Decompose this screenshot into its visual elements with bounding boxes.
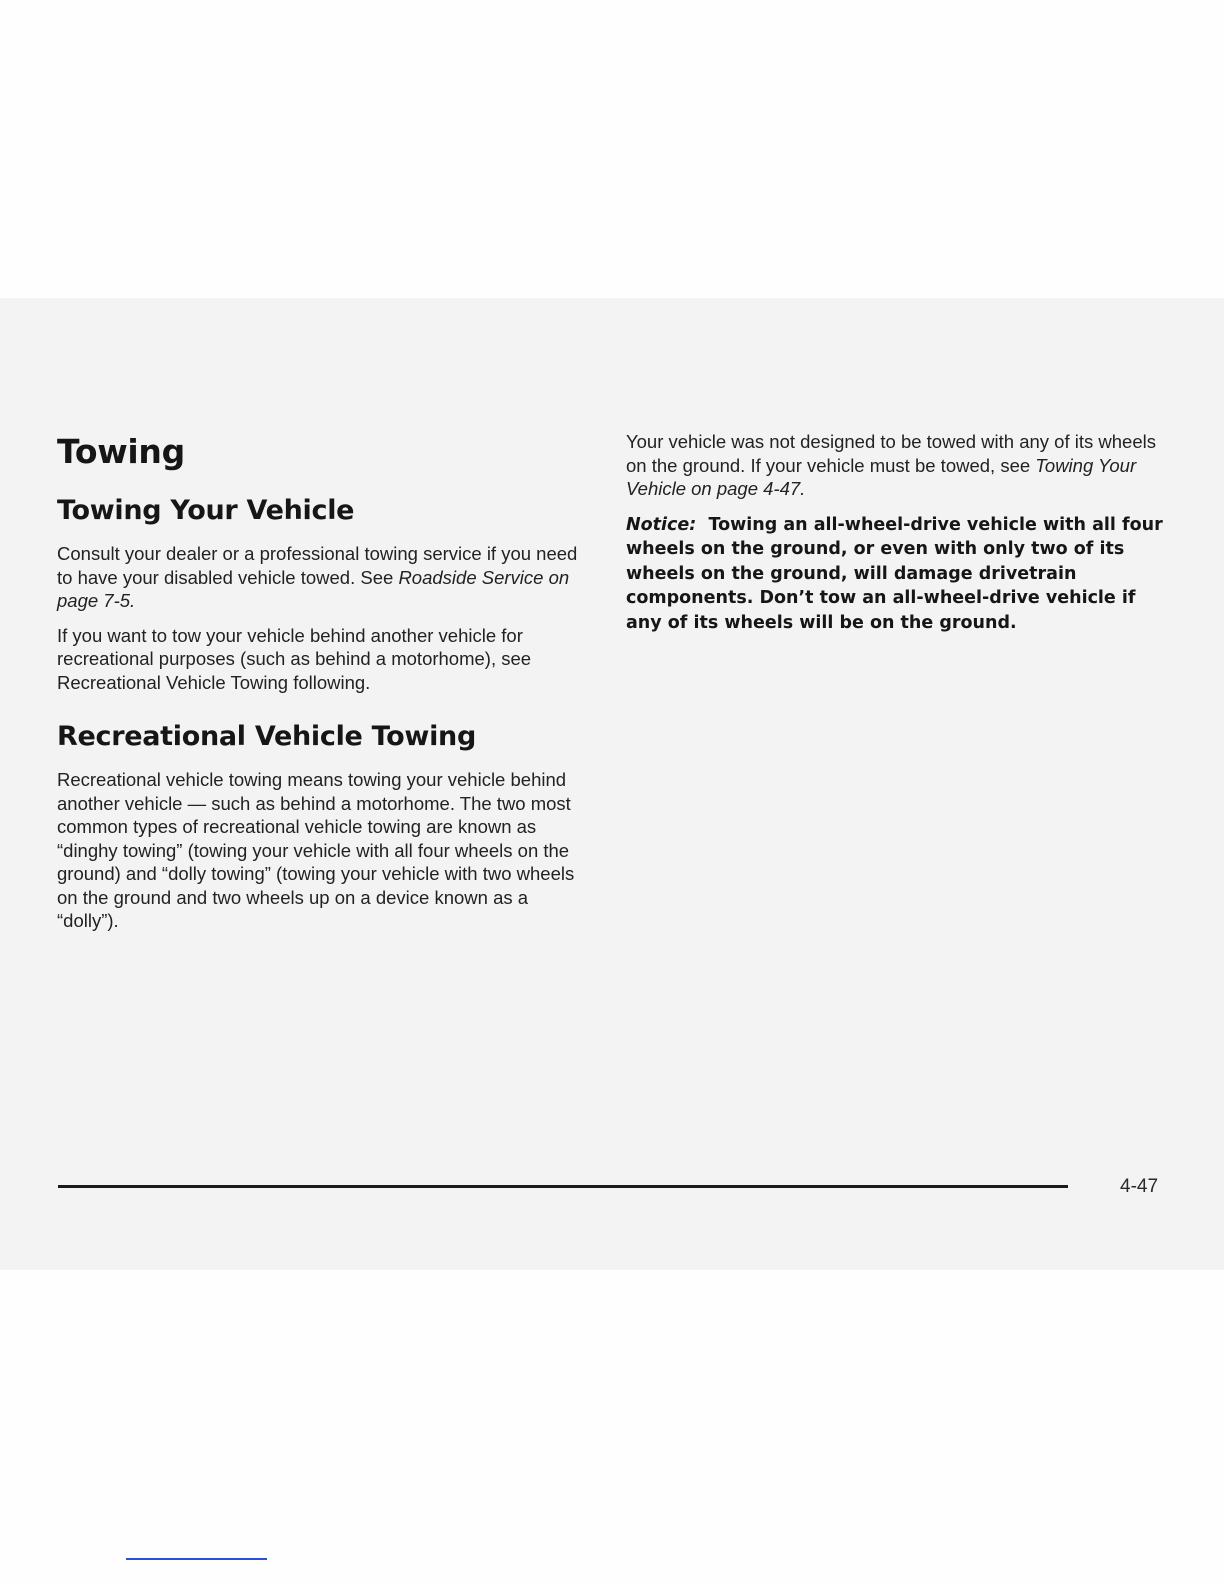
recreational-vehicle-towing-heading: Recreational Vehicle Towing — [57, 721, 476, 752]
right-column — [626, 430, 1166, 635]
notice-block — [626, 513, 1166, 636]
left-column — [57, 432, 592, 944]
page-number: 4-47 — [1120, 1176, 1159, 1197]
footer-rule — [58, 1185, 1068, 1188]
towing-your-vehicle-paragraph-1 — [57, 542, 592, 613]
page-title: Towing — [57, 432, 185, 471]
right-column-paragraph-1 — [626, 430, 1166, 501]
towing-your-vehicle-paragraph-2: If you want to tow your vehicle behind another vehicle for recreational purposes (such as behind a motorhome), see Recreational Vehicle Towing following. — [57, 624, 532, 693]
towing-your-vehicle-heading: Towing Your Vehicle — [57, 495, 355, 526]
bottom-link-underline[interactable] — [126, 1558, 267, 1560]
roadside-service-reference: Roadside Service on page 7-5. — [57, 566, 570, 611]
recreational-vehicle-towing-paragraph: Recreational vehicle towing means towing your vehicle behind another vehicle — such as behind a motorhome. The two most common types of recreational vehicle towing are known as “dinghy towing” (towing your vehicle with all four wheels on the ground) and “dolly towing” (towing your vehicle with two wheels on the ground and two wheels up on a device known as a “dolly”). — [57, 769, 575, 931]
notice-text: Towing an all-wheel-drive vehicle with all four wheels on the ground, or even with only two of its wheels on the ground, will damage drivetrain components. Don’t tow an all-wheel-drive vehicle if any of its wheels will be on the ground. — [626, 514, 1163, 633]
notice-label: Notice: — [626, 514, 697, 535]
right-column-paragraph-1-text: Your vehicle was not designed to be towed with any of its wheels on the ground. If your vehicle must be towed, see — [626, 431, 1156, 476]
towing-your-vehicle-paragraph-1-text: Consult your dealer or a professional towing service if you need to have your disabled vehicle towed. See — [57, 543, 578, 588]
towing-your-vehicle-reference: Towing Your Vehicle on page 4-47. — [626, 454, 1137, 499]
